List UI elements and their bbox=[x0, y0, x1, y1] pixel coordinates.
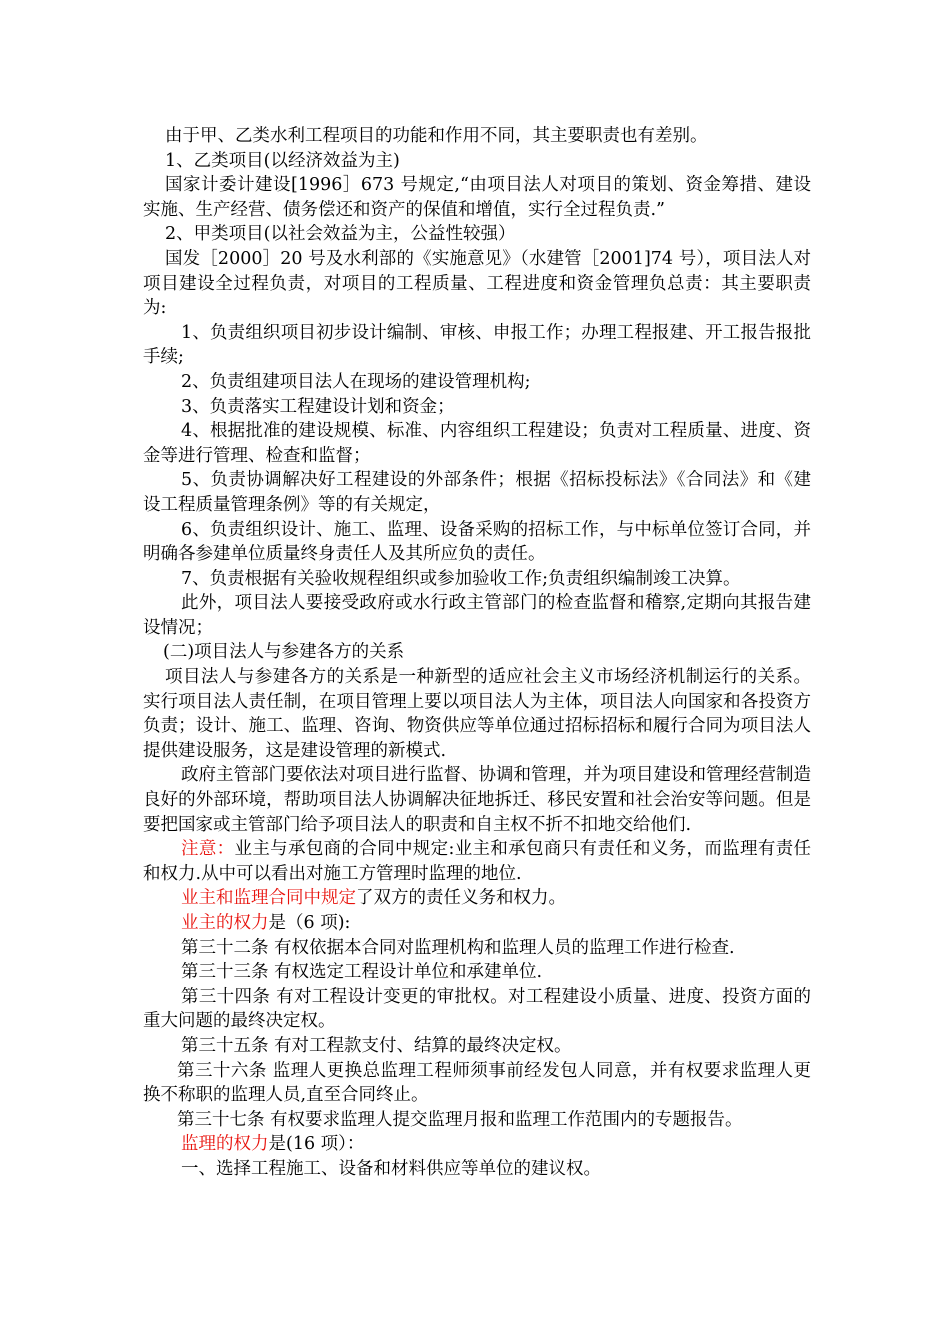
supervision-paragraph: 此外，项目法人要接受政府或水行政主管部门的检查监督和稽察,定期向其报告建设情况； bbox=[143, 593, 811, 638]
duty-item-1: 1、负责组织项目初步设计编制、审核、申报工作；办理工程报建、开工报告报批手续; bbox=[143, 322, 811, 368]
section-heading-relations: (二)项目法人与参建各方的关系 bbox=[163, 642, 405, 663]
supervisor-rights-heading bbox=[143, 1132, 811, 1157]
article-37: 第三十七条 有权要求监理人提交监理月报和监理工作范围内的专题报告。 bbox=[177, 1109, 743, 1130]
duty-item-3: 3、负责落实工程建设计划和资金； bbox=[181, 396, 455, 417]
type-b-regulation-paragraph: 国家计委计建设[1996］673 号规定,“由项目法人对项目的策划、资金筹措、建设实施、生产经营、债务偿还和资产的保值和增值，实行全过程负责.” bbox=[143, 175, 811, 220]
note-paragraph bbox=[143, 837, 811, 886]
note-text: 业主与承包商的合同中规定:业主和承包商只有责任和义务，而监理有责任和权力.从中可以看出对施工方管理时监理的地位. bbox=[143, 839, 811, 884]
supervisor-right-1: 一、选择工程施工、设备和材料供应等单位的建议权。 bbox=[181, 1158, 601, 1179]
article-34: 第三十四条 有对工程设计变更的审批权。对工程建设小质量、进度、投资方面的重大问题的最终决定权。 bbox=[143, 986, 811, 1032]
duty-item-5: 5、负责协调解决好工程建设的外部条件；根据《招标投标法》《合同法》和《建设工程质量管理条例》等的有关规定， bbox=[143, 470, 811, 515]
contract-paragraph bbox=[143, 886, 811, 911]
article-33: 第三十三条 有权选定工程设计单位和承建单位. bbox=[181, 962, 543, 983]
section-heading-type-b: 1、乙类项目(以经济效益为主) bbox=[165, 150, 400, 171]
document-page bbox=[143, 124, 811, 1182]
note-label: 注意： bbox=[181, 839, 235, 860]
supervisor-rights-count: 是(16 项）： bbox=[268, 1134, 365, 1155]
article-36: 第三十六条 监理人更换总监理工程师须事前经发包人同意，并有权要求监理人更换不称职的监理人员,直至合同终止。 bbox=[143, 1060, 811, 1106]
government-paragraph: 政府主管部门要依法对项目进行监督、协调和管理，并为项目建设和管理经营制造良好的外部环境，帮助项目法人协调解决征地拆迁、移民安置和社会治安等问题。但是要把国家或主管部门给予项目法人的职责和自主权不折不扣地交给他们. bbox=[143, 765, 811, 835]
type-a-regulation-paragraph: 国发［2000］20 号及水利部的《实施意见》（水建管［2001]74 号），项目法人对项目建设全过程负责，对项目的工程质量、工程进度和资金管理负总责：其主要职责为: bbox=[143, 248, 811, 319]
contract-text: 了双方的责任义务和权力。 bbox=[356, 888, 566, 909]
relations-paragraph: 项目法人与参建各方的关系是一种新型的适应社会主义市场经济机制运行的关系。实行项目法人责任制，在项目管理上要以项目法人为主体，项目法人向国家和各投资方负责；设计、施工、监理、咨询、物资供应等单位通过招标招标和履行合同为项目法人提供建设服务，这是建设管理的新模式. bbox=[143, 667, 811, 761]
supervisor-rights-label: 监理的权力 bbox=[181, 1134, 269, 1155]
owner-rights-label: 业主的权力 bbox=[181, 913, 269, 933]
owner-rights-count: 是（6 项): bbox=[268, 913, 351, 933]
duty-item-6: 6、负责组织设计、施工、监理、设备采购的招标工作，与中标单位签订合同，并明确各参建单位质量终身责任人及其所应负的责任。 bbox=[143, 519, 811, 565]
article-35: 第三十五条 有对工程款支付、结算的最终决定权。 bbox=[181, 1035, 572, 1056]
duty-item-7: 7、负责根据有关验收规程组织或参加验收工作;负责组织编制竣工决算。 bbox=[181, 568, 741, 589]
duty-item-4: 4、根据批准的建设规模、标准、内容组织工程建设；负责对工程质量、进度、资金等进行管理、检查和监督； bbox=[143, 421, 811, 466]
duty-item-2: 2、负责组建项目法人在现场的建设管理机构; bbox=[181, 371, 531, 392]
owner-rights-heading bbox=[143, 911, 811, 936]
section-heading-type-a: 2、甲类项目(以社会效益为主，公益性较强） bbox=[165, 224, 516, 245]
contract-label: 业主和监理合同中规定 bbox=[181, 888, 356, 909]
intro-paragraph: 由于甲、乙类水利工程项目的功能和作用不同，其主要职责也有差别。 bbox=[165, 126, 708, 146]
article-32: 第三十二条 有权依据本合同对监理机构和监理人员的监理工作进行检查. bbox=[181, 937, 735, 958]
